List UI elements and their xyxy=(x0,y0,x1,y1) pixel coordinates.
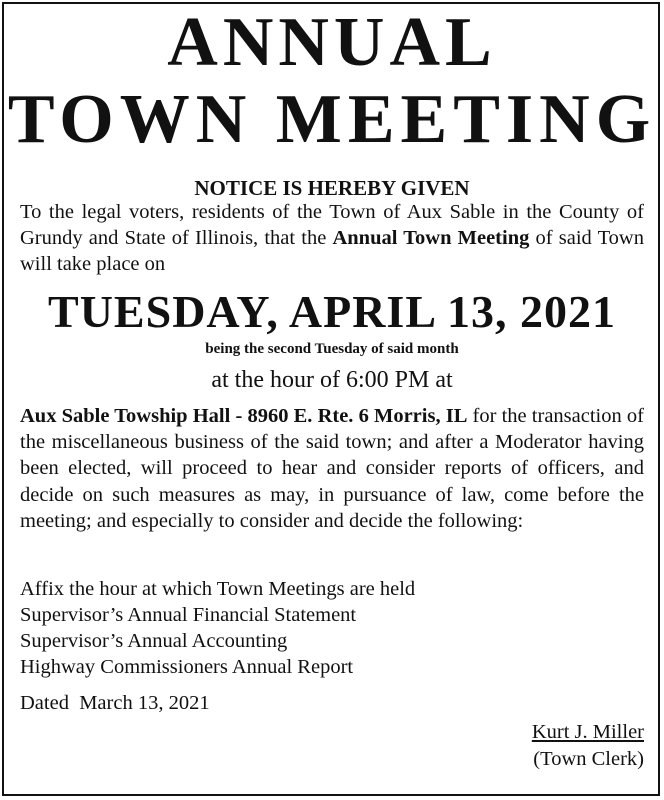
title-line-town-meeting: TOWN MEETING xyxy=(7,81,657,158)
notice-heading: NOTICE IS HEREBY GIVEN xyxy=(194,176,470,200)
meeting-hour: at the hour of 6:00 PM at xyxy=(211,367,453,393)
agenda-item: Highway Commissioners Annual Report xyxy=(20,656,354,678)
meeting-details-paragraph xyxy=(20,403,644,534)
meeting-location: Aux Sable Towship Hall - 8960 E. Rte. 6 Morris, IL xyxy=(20,405,468,427)
signature-name: Kurt J. Miller xyxy=(531,721,644,743)
intro-text-end: of said Town will take place on xyxy=(20,227,644,275)
intro-meeting-name: Annual Town Meeting xyxy=(332,227,530,249)
intro-paragraph xyxy=(20,199,644,277)
agenda-list xyxy=(20,576,644,680)
meeting-details-text: for the transaction of the miscellaneous business of the said town; and after a Moderator having been elected, will proceed to hear and consider reports of officers, and decide on such measures as may, in pursuance of law, come before the meeting; and especially to consider and decide the following: xyxy=(20,405,644,532)
title-line-annual: ANNUAL xyxy=(167,4,497,81)
dated-line: Dated March 13, 2021 xyxy=(20,692,210,714)
signature-block xyxy=(532,719,644,773)
intro-text-start: To the legal voters, residents of the Town of Aux Sable in the County of Grundy and State of Illinois, that the xyxy=(20,201,644,249)
agenda-item: Supervisor’s Annual Financial Statement xyxy=(20,604,357,626)
meeting-date: TUESDAY, APRIL 13, 2021 xyxy=(48,286,616,337)
signature-role: (Town Clerk) xyxy=(533,748,644,770)
agenda-item: Supervisor’s Annual Accounting xyxy=(20,630,288,652)
meeting-date-note: being the second Tuesday of said month xyxy=(205,341,459,357)
agenda-item: Affix the hour at which Town Meetings are held xyxy=(20,578,416,600)
